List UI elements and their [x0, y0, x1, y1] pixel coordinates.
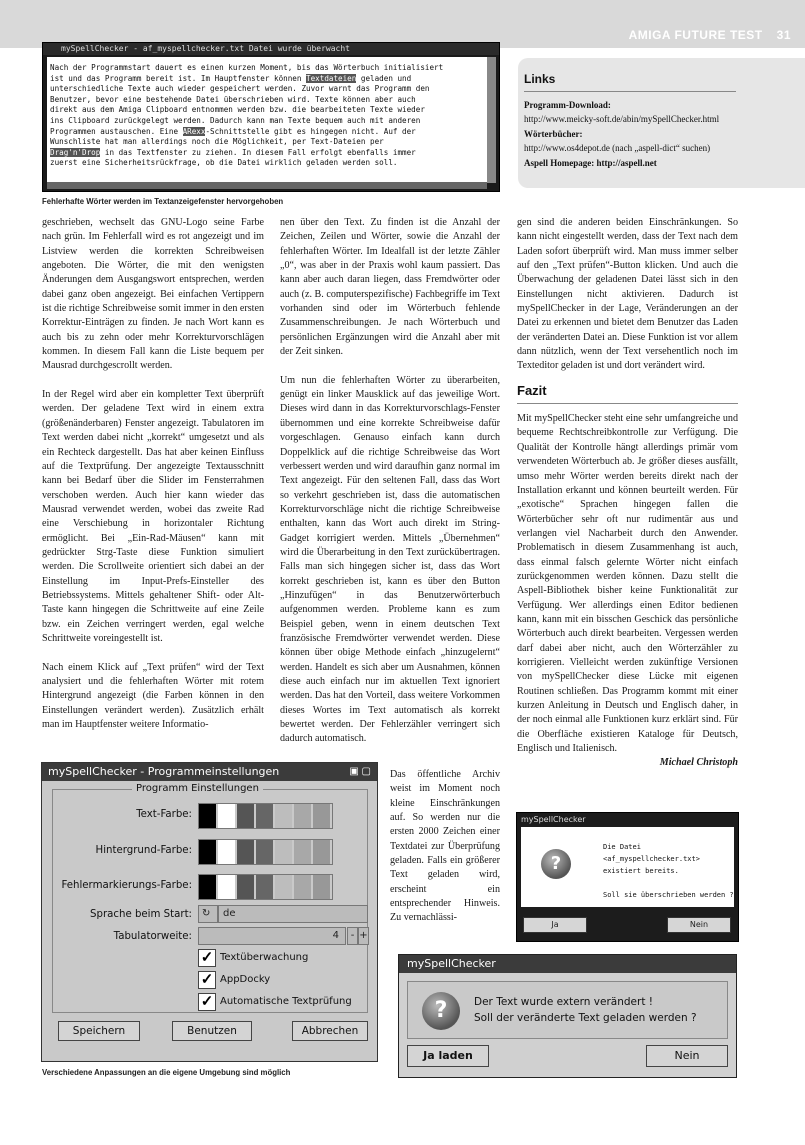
text-line: unterschiedliche Texte auch wieder gespeichert werden. Zuvor warnt das Programm den — [50, 84, 430, 94]
dialog-message — [474, 994, 697, 1026]
dialog-title: mySpellChecker — [521, 815, 586, 824]
links-box — [518, 58, 805, 188]
no-button[interactable]: Nein — [646, 1045, 728, 1067]
link-row: Wörterbücher: — [524, 128, 583, 139]
color-swatch[interactable] — [218, 804, 237, 828]
page-number: 31 — [776, 28, 791, 42]
color-swatch[interactable] — [313, 875, 332, 899]
link-row: Aspell Homepage: http://aspell.net — [524, 157, 657, 168]
page-header — [629, 28, 791, 42]
link-row[interactable]: http://www.os4depot.de (nach „aspell-dict“ suchen) — [524, 143, 711, 154]
links-heading: Links — [524, 72, 736, 92]
dialog-title: mySpellChecker — [399, 955, 736, 973]
color-swatch[interactable] — [313, 804, 332, 828]
text-line: ist und das Programm bereit ist. Im Hauptfenster können Textdateien geladen und — [50, 73, 412, 83]
error-color-label: Fehlermarkierungs-Farbe: — [61, 880, 192, 891]
color-swatch[interactable] — [294, 804, 313, 828]
link-row[interactable]: http://www.meicky-soft.de/abin/mySpellChecker.html — [524, 114, 720, 125]
paragraph: geschrieben, wechselt das GNU-Logo seine Farbe nach grün. Im Fehlerfall wird es rot angezeigt und im Listview werden die korrekten Schreibweisen angeboten. Die Wörter, die mit den wenigsten Änderungen dem Ausgangswort entsprechen, werden dabei ganz oben angezeigt. Bei einfachen Vertippern ist die richtige Schreibweise somit immer in den ersten Korrektur-Einträgen zu finden. Je nach Wort kann es auch bis zu zehn oder mehr Korrekturvorschlägen kommen. In diesem Fall kann die Liste bequem per Mausrad durchgescrollt werden. — [42, 217, 265, 372]
text-display-area — [47, 57, 487, 183]
color-swatch[interactable] — [294, 840, 313, 864]
window-title: mySpellChecker - Programmeinstellungen — [42, 763, 377, 781]
settings-window — [41, 762, 378, 1062]
figure-caption: Fehlerhafte Wörter werden im Textanzeigefenster hervorgehoben — [42, 197, 284, 206]
text-line: Programmen austauschen. Eine ARexx-Schnittstelle gibt es hingegen nicht. Auf der — [50, 126, 416, 136]
save-button[interactable]: Speichern — [58, 1021, 140, 1041]
checkbox-label: Automatische Textprüfung — [220, 996, 352, 1007]
color-swatch[interactable] — [275, 840, 294, 864]
archive-paragraph: Das öffentliche Archiv weist im Moment noch kleine Einschränkungen auf. So werden nur die ersten 2000 Zeichen einer Textdatei zur Überprüfung geladen. Falls ein größerer Text geladen wird, erscheint ein entsprechender Hinweis. Zu vernachlässi- — [390, 769, 500, 924]
text-color-label: Text-Farbe: — [136, 809, 192, 820]
paragraph: nen über den Text. Zu finden ist die Anzahl der Zeichen, Zeilen und Wörter, sowie die Anzahl der fehlerhaften Wörter. Im Idealfall ist der letzte Zähler „0“, was aber in der Praxis wohl kaum passiert. Das kann aber auch daran liegen, dass Fremdwörter oder auch (z. B. computerspezifische) Fachbegriffe im Text vorhanden sind oder im Wörterbuch fehlende Zusammenschreibungen. Je nach Wörterbuch und persönlichen Ergänzungen wird die Anzahl aber mit der Zeit sinken. — [280, 217, 500, 358]
highlighted-word[interactable]: ARexx — [182, 126, 206, 136]
column-1 — [42, 216, 264, 747]
question-icon: ? — [422, 992, 460, 1030]
paragraph: Mit mySpellChecker steht eine sehr umfangreiche und bequeme Rechtschreibkontrolle zur Verfügung. Die Qualität der Kontrolle hängt allerdings primär vom verwendeten Wörterbuch ab. Je größer dieses ausfällt, umso mehr Wörter werden bereits direkt nach der Installation erkannt und können beurteilt werden. Für „exotische“ Sprachen hingegen fallen die Wörterbücher sehr oft nur rudimentär aus und verlangen viel Nacharbeit durch den Anwender. Problematisch in diesem Zusammenhang ist auch, dass einmal falsch gelernte Wörter nicht einfach zurückgenommen werden können. Dazu stellt die Aspell-Bibliothek bisher keine Funktionalität zur Verfügung. Wer allerdings einen Editor bedienen kann, kann mit ein bisschen Geschick das persönliche Wörterbuch auch direkt bearbeiten. Vergessen werden darf dabei aber nicht, auch den Wörterzähler zu korrigieren. Vielleicht werden zukünftige Versionen von mySpellChecker diese Lücke mit eigenen Routinen schließen. Das Programm kommt mit einer kurzen Anleitung in Deutsch und Englisch daher, in der noch einmal alle Funktionen kurz erklärt sind. Für die Oberfläche existieren Kataloge für Deutsch, Englisch und Italienisch. — [517, 413, 738, 755]
color-swatch[interactable] — [256, 875, 275, 899]
tab-increase-button[interactable]: + — [358, 927, 369, 945]
text-line: Drag'n'Drop in das Textfenster zu ziehen. In diesem Fall erfolgt ebenfalls immer — [50, 147, 416, 157]
yes-button[interactable]: Ja — [523, 917, 587, 933]
dialog-body — [407, 981, 728, 1039]
paragraph: Nach einem Klick auf „Text prüfen“ wird der Text analysiert und die fehlerhaften Wörter mit rotem Hintergrund angezeigt (die Farben können in den Einstellungen verändert werden). Zusätzlich erhält man im Hauptfenster weitere Informatio- — [42, 661, 264, 731]
color-swatch[interactable] — [237, 875, 256, 899]
highlighted-word[interactable]: Drag'n'Drop — [50, 147, 101, 157]
color-swatch[interactable] — [313, 840, 332, 864]
question-icon: ? — [541, 849, 571, 879]
bg-color-palette[interactable] — [198, 839, 333, 865]
text-window-screenshot — [42, 42, 500, 192]
text-color-palette[interactable] — [198, 803, 333, 829]
checkbox-label: AppDocky — [220, 974, 271, 985]
color-swatch[interactable] — [275, 804, 294, 828]
author: Michael Christoph — [659, 757, 738, 769]
column-3 — [517, 216, 738, 771]
text-line: Nach der Programmstart dauert es einen kurzen Moment, bis das Wörterbuch initialisiert — [50, 63, 444, 72]
text-line: direkt aus dem Amiga Clipboard entnommen werden bzw. die bearbeiteten Texte wieder — [50, 105, 425, 115]
checkbox-appdocky[interactable]: ✓ — [198, 971, 216, 989]
message-line: Soll der veränderte Text geladen werden ? — [474, 1012, 697, 1024]
language-popup-icon[interactable]: ↻ — [198, 905, 218, 923]
dialog-message: Die Datei <af_myspellchecker.txt> existiert bereits. Soll sie überschrieben werden ? — [603, 843, 734, 899]
reload-dialog — [398, 954, 737, 1078]
window-title: mySpellChecker - af_myspellchecker.txt Datei wurde überwacht — [43, 43, 499, 55]
paragraph: Um nun die fehlerhaften Wörter zu überarbeiten, genügt ein linker Mausklick auf das jeweilige Wort. Dieses wird dann in das Korrekturvorschlags-Fenster übernommen und eine korrekte Schreibweise dafür vorgeschlagen. Genauso einfach kann durch Doppelklick auf die richtige Schreibweise das Wort verbessert werden und wird daraufhin ganz normal im Text angezeigt. Für den seltenen Fall, dass das Wort so verkehrt geschrieben ist, dass die automatischen Korrekturvorschläge nicht die richtige Schreibweise enthalten, kann das Wort auch direkt im String-Gadget korrigiert werden. Mittels „Übernehmen“ wird die Überarbeitung in den Text zurückübertragen. Falls man sich hingegen sicher ist, dass das Wort korrekt geschrieben ist, kann es über den Button „Hinzufügen“ in das Benutzerwörterbuch aufgenommen werden. Probleme kann es zum Beispiel geben, wenn in einem deutschen Text französische Fremdwörter verwendet werden. Diese können über obige Methode einfach „hinzugelernt“ werden. Handelt es sich aber um Ausnahmen, können diese auch einfach nur im aktuellen Text ignoriert werden. Das hat den Vorteil, dass weitere Vorkommen dieses Wortes im Text automatisch als korrekt bewertet werden. Der Fehlerzähler verringert sich dadurch automatisch. — [280, 374, 500, 745]
paragraph: In der Regel wird aber ein kompletter Text überprüft werden. Der geladene Text wird in einem extra (größenänderbaren) Fenster angezeigt. Tabulatoren im Text werden dabei nicht „korrekt“ umgesetzt und als ein Rechteck dargestellt. Das hat aber keinen Einfluss auf die Textprüfung. Der angezeigte Textausschnitt kann bei Bedarf über die Slider im Fensterrahmen verschoben werden. Auch hier kann wieder das Mausrad verwendet werden, wobei das zweite Rad eine Verschiebung in horizontaler Richtung ermöglicht. Bei „Ein-Rad-Mäusen“ kann mit gedrückter Strg-Taste diese Funktion simuliert werden. Die Scrollweite orientiert sich dabei an der Einstellung im Input-Prefs-Einsteller des Betriebssystems. Mittels gehaltener Shift- oder Alt-Taste kann hingegen die Schrittweite auf eine Zeile bzw. ein Zeichen verringert werden, egal welche Schrittweite voreingestellt ist. — [42, 389, 264, 644]
color-swatch[interactable] — [218, 840, 237, 864]
yes-button[interactable]: Ja laden — [407, 1045, 489, 1067]
section-title: AMIGA FUTURE TEST — [628, 28, 763, 42]
language-label: Sprache beim Start: — [90, 909, 192, 920]
text-line: zuerst eine Sicherheitsrückfrage, ob die Datei wirklich geladen werden soll. — [50, 158, 398, 168]
tab-width-label: Tabulatorweite: — [113, 931, 192, 942]
color-swatch[interactable] — [218, 875, 237, 899]
group-title: Programm Einstellungen — [132, 783, 263, 794]
color-swatch[interactable] — [275, 875, 294, 899]
color-swatch[interactable] — [237, 804, 256, 828]
horizontal-scrollbar — [47, 182, 487, 189]
message-line: Der Text wurde extern verändert ! — [474, 996, 653, 1008]
bg-color-label: Hintergrund-Farbe: — [95, 845, 192, 856]
dialog-body — [521, 827, 734, 907]
highlighted-word[interactable]: Textdateien — [306, 73, 357, 83]
color-swatch[interactable] — [294, 875, 313, 899]
paragraph: gen sind die anderen beiden Einschränkungen. So kann nicht eingestellt werden, dass der Text nach dem Laden sofort überprüft wird. Man muss immer selber auf den „Text prüfen“-Button klicken. Und auch die Überwachung der geladenen Datei lässt sich in den Einstellungen nicht aktivieren. Dadurch ist mySpellChecker in der Lage, Veränderungen an der Datei zu erkennen und bietet dem Benutzer das Laden der veränderten Datei an. Diese Funktion ist vor allem dann nützlich, wenn der Text versehentlich noch im Texteditor geladen ist und dort verändert wird. — [517, 217, 738, 372]
tab-width-field[interactable]: 4 — [198, 927, 346, 945]
checkbox-auto-check[interactable]: ✓ — [198, 993, 216, 1011]
language-field[interactable]: de — [218, 905, 368, 923]
text-line: ins Clipboard zurückgelegt werden. Dadurch kann man Texte bequem auch mit anderen — [50, 115, 421, 125]
color-swatch[interactable] — [256, 840, 275, 864]
window-gadgets[interactable]: ▣ ▢ — [349, 766, 371, 777]
no-button[interactable]: Nein — [667, 917, 731, 933]
text-line: Benutzer, bevor eine bestehende Datei überschrieben wird. Texte können aber auch — [50, 94, 416, 104]
use-button[interactable]: Benutzen — [172, 1021, 252, 1041]
color-swatch[interactable] — [237, 840, 256, 864]
color-swatch[interactable] — [199, 875, 218, 899]
link-row: Programm-Download: — [524, 100, 611, 110]
section-heading: Fazit — [517, 384, 738, 404]
vertical-scrollbar — [487, 57, 496, 183]
column-2 — [280, 216, 500, 761]
figure-caption: Verschiedene Anpassungen an die eigene Umgebung sind möglich — [42, 1068, 291, 1077]
text-line: Wunschliste hat man allerdings noch die Möglichkeit, per Text-Dateien per — [50, 137, 384, 147]
color-swatch[interactable] — [199, 804, 218, 828]
color-swatch[interactable] — [256, 804, 275, 828]
tab-decrease-button[interactable]: - — [347, 927, 358, 945]
cancel-button[interactable]: Abbrechen — [292, 1021, 368, 1041]
checkbox-text-watch[interactable]: ✓ — [198, 949, 216, 967]
checkbox-label: Textüberwachung — [220, 952, 309, 963]
color-swatch[interactable] — [199, 840, 218, 864]
error-color-palette[interactable] — [198, 874, 333, 900]
overwrite-dialog — [516, 812, 739, 942]
